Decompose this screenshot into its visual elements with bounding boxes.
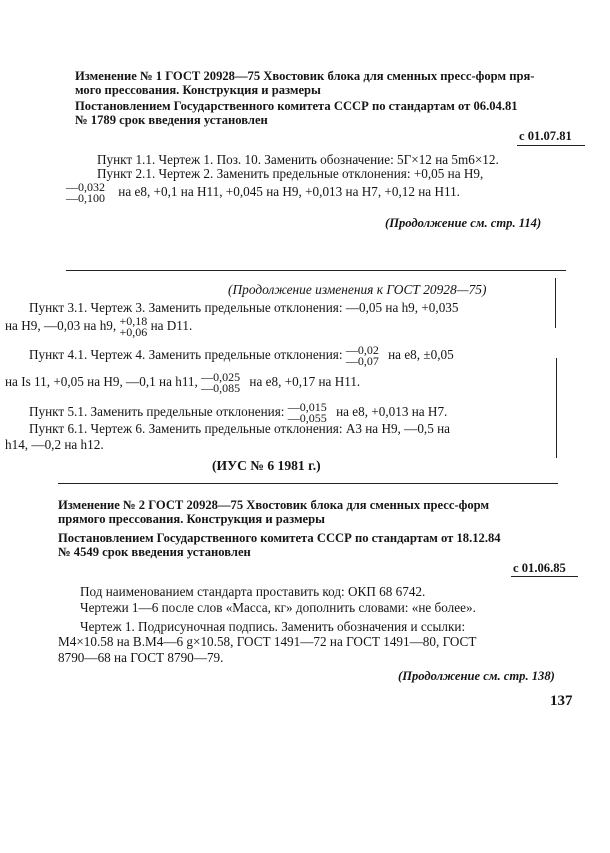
change2-point-caption-line1: Чертеж 1. Подрисуночная подпись. Заменить обозначения и ссылки: — [80, 619, 466, 634]
change2-title-line2: прямого прессования. Конструкция и размеры — [58, 512, 325, 526]
change2-title-line1: Изменение № 2 ГОСТ 20928—75 Хвостовик блока для сменных пресс-форм — [58, 498, 490, 512]
change1-point-4-1-line2 — [5, 372, 360, 394]
change1-point-3-1-line2 — [5, 316, 192, 338]
change1-effective-date: с 01.07.81 — [519, 129, 572, 143]
change2-effective-date: с 01.06.85 — [513, 561, 566, 575]
point-4-1-text-d: на e8, +0,17 на H11. — [249, 374, 361, 390]
change1-title-line2: мого прессования. Конструкция и размеры — [75, 83, 321, 97]
change2-decree-line2: № 4549 срок введения установлен — [58, 545, 251, 559]
fraction-top: —0,025 — [201, 370, 241, 384]
change2-point-caption-line2: М4×10.58 на В.М4—6 g×10.58, ГОСТ 1491—72 на ГОСТ 1491—80, ГОСТ — [58, 634, 477, 649]
change2-decree-line1: Постановлением Государственного комитета СССР по стандартам от 18.12.84 — [58, 531, 501, 545]
ius-reference: (ИУС № 6 1981 г.) — [212, 458, 321, 473]
change1-point-2-1-line2 — [66, 182, 460, 204]
fraction-top: +0,18 — [119, 314, 148, 328]
tolerance-fraction — [346, 345, 379, 367]
change2-point-drawings: Чертежи 1—6 после слов «Масса, кг» дополнить словами: «не более». — [80, 600, 476, 615]
point-2-1-text: на e8, +0,1 на H11, +0,045 на H9, +0,013 на H7, +0,12 на H11. — [118, 184, 460, 200]
point-4-1-text-c: на Is 11, +0,05 на H9, —0,1 на h11, — [5, 374, 198, 390]
change1-decree-line2: № 1789 срок введения установлен — [75, 113, 268, 127]
tolerance-fraction — [201, 372, 240, 394]
effective-date-underline — [511, 576, 578, 577]
change1-point-2-1-line1: Пункт 2.1. Чертеж 2. Заменить предельные отклонения: +0,05 на H9, — [97, 166, 484, 181]
change1-point-4-1-line1 — [29, 345, 454, 367]
fraction-bottom: —0,07 — [345, 354, 379, 368]
tolerance-fraction — [119, 316, 147, 338]
change1-decree-line1: Постановлением Государственного комитета СССР по стандартам от 06.04.81 — [75, 99, 518, 113]
effective-date-underline — [517, 145, 585, 146]
point-5-1-text-b: на e8, +0,013 на H7. — [336, 404, 448, 420]
change2-continuation-note: (Продолжение см. стр. 138) — [398, 669, 555, 683]
change1-point-1-1: Пункт 1.1. Чертеж 1. Поз. 10. Заменить обозначение: 5Г×12 на 5m6×12. — [97, 152, 499, 167]
point-3-1-text-a: на H9, —0,03 на h9, — [5, 318, 117, 334]
change1-continuation-note: (Продолжение см. стр. 114) — [385, 216, 542, 230]
fraction-bottom: —0,055 — [287, 411, 327, 425]
change1-title-line1: Изменение № 1 ГОСТ 20928—75 Хвостовик блока для сменных пресс-форм пря- — [75, 69, 535, 83]
margin-mark — [555, 278, 556, 328]
change2-point-caption-line3: 8790—68 на ГОСТ 8790—79. — [58, 650, 224, 665]
margin-mark-lower — [556, 358, 557, 458]
point-4-1-text-a: Пункт 4.1. Чертеж 4. Заменить предельные отклонения: — [29, 347, 343, 363]
point-4-1-text-b: на e8, ±0,05 — [388, 347, 454, 363]
fraction-bottom: —0,100 — [66, 191, 105, 205]
section-divider-bottom — [58, 483, 558, 484]
tolerance-fraction — [66, 182, 105, 204]
point-3-1-text-b: на D11. — [150, 318, 193, 334]
fraction-bottom: —0,085 — [201, 381, 241, 395]
change1-point-6-1-line2: h14, —0,2 на h12. — [5, 437, 104, 452]
point-5-1-text-a: Пункт 5.1. Заменить предельные отклонения: — [29, 404, 285, 420]
section-divider-top — [66, 270, 566, 271]
page-number: 137 — [550, 693, 573, 709]
change1-point-3-1-line1: Пункт 3.1. Чертеж 3. Заменить предельные отклонения: —0,05 на h9, +0,035 — [29, 300, 459, 315]
change1-cont-header: (Продолжение изменения к ГОСТ 20928—75) — [228, 282, 487, 297]
fraction-bottom: +0,06 — [119, 325, 148, 339]
fraction-top: —0,015 — [287, 400, 327, 414]
fraction-top: —0,032 — [66, 180, 105, 194]
fraction-top: —0,02 — [345, 343, 379, 357]
change1-point-6-1-line1: Пункт 6.1. Чертеж 6. Заменить предельные отклонения: A3 на H9, —0,5 на — [29, 421, 451, 436]
change2-point-okp: Под наименованием стандарта проставить код: ОКП 68 6742. — [80, 584, 426, 599]
